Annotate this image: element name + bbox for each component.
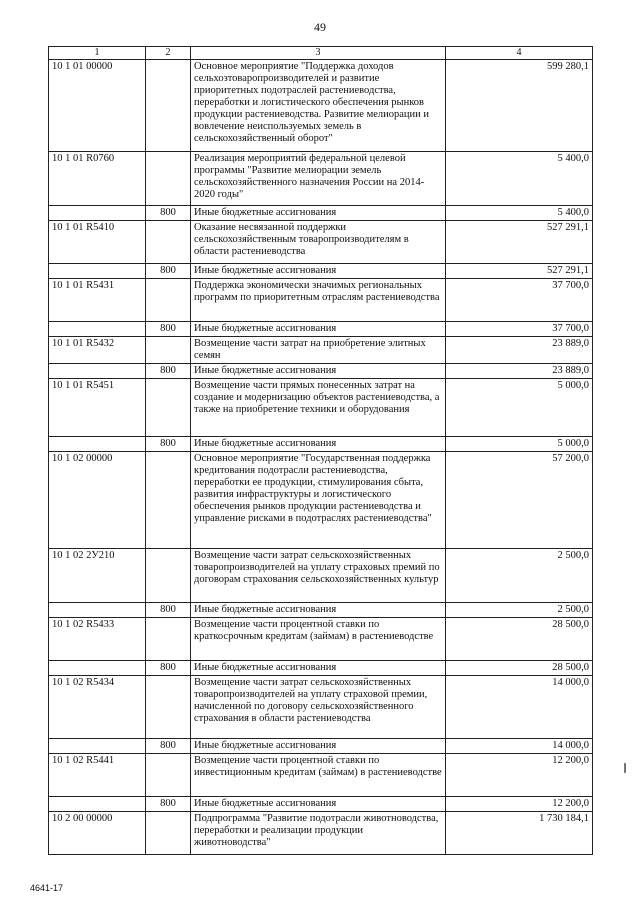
amount-cell: 37 700,0 (446, 322, 593, 337)
code-cell (49, 437, 146, 452)
code-cell (49, 797, 146, 812)
name-cell: Иные бюджетные ассигнования (191, 661, 446, 676)
allocation-row (49, 603, 593, 618)
amount-cell: 28 500,0 (446, 661, 593, 676)
name-cell: Возмещение части процентной ставки по инвестиционным кредитам (займам) в растениеводстве (191, 754, 446, 797)
name-cell: Иные бюджетные ассигнования (191, 364, 446, 379)
name-cell: Иные бюджетные ассигнования (191, 206, 446, 221)
name-cell: Возмещение части процентной ставки по краткосрочным кредитам (займам) в растениеводстве (191, 618, 446, 661)
name-cell: Возмещение части затрат на приобретение элитных семян (191, 337, 446, 364)
name-cell: Возмещение части затрат сельскохозяйственных товаропроизводителей на уплату страховых премий по договорам страхования сельскохозяйственных культур (191, 549, 446, 603)
code-cell: 10 1 01 00000 (49, 60, 146, 152)
code-cell (49, 603, 146, 618)
program-row (49, 549, 593, 603)
type-cell (146, 618, 191, 661)
code-cell (49, 661, 146, 676)
amount-cell: 23 889,0 (446, 337, 593, 364)
type-cell: 800 (146, 797, 191, 812)
name-cell: Возмещение части прямых понесенных затрат на создание и модернизацию объектов растениеводства, а также на приобретение техники и оборудования (191, 379, 446, 437)
code-cell (49, 739, 146, 754)
type-cell (146, 549, 191, 603)
program-row (49, 337, 593, 364)
code-cell: 10 2 00 00000 (49, 812, 146, 855)
program-row (49, 754, 593, 797)
allocation-row (49, 437, 593, 452)
header-col-2: 2 (146, 47, 191, 60)
code-cell: 10 1 01 R0760 (49, 152, 146, 206)
code-cell (49, 264, 146, 279)
type-cell: 800 (146, 364, 191, 379)
code-cell (49, 322, 146, 337)
amount-cell: 14 000,0 (446, 676, 593, 739)
code-cell: 10 1 02 2У210 (49, 549, 146, 603)
type-cell (146, 60, 191, 152)
amount-cell: 28 500,0 (446, 618, 593, 661)
amount-cell: 527 291,1 (446, 221, 593, 264)
code-cell: 10 1 02 00000 (49, 452, 146, 549)
name-cell: Иные бюджетные ассигнования (191, 322, 446, 337)
allocation-row (49, 661, 593, 676)
type-cell: 800 (146, 437, 191, 452)
name-cell: Возмещение части затрат сельскохозяйственных товаропроизводителей на уплату страховой премии, начисленной по договору сельскохозяйственного страхования в области растениеводства (191, 676, 446, 739)
code-cell: 10 1 02 R5434 (49, 676, 146, 739)
allocation-row (49, 206, 593, 221)
type-cell (146, 754, 191, 797)
amount-cell: 1 730 184,1 (446, 812, 593, 855)
name-cell: Иные бюджетные ассигнования (191, 603, 446, 618)
header-col-4: 4 (446, 47, 593, 60)
amount-cell: 37 700,0 (446, 279, 593, 322)
amount-cell: 23 889,0 (446, 364, 593, 379)
type-cell (146, 812, 191, 855)
type-cell: 800 (146, 322, 191, 337)
amount-cell: 5 400,0 (446, 206, 593, 221)
amount-cell: 2 500,0 (446, 603, 593, 618)
program-row (49, 379, 593, 437)
amount-cell: 5 000,0 (446, 379, 593, 437)
code-cell: 10 1 01 R5410 (49, 221, 146, 264)
type-cell: 800 (146, 603, 191, 618)
program-row (49, 152, 593, 206)
type-cell (146, 221, 191, 264)
name-cell: Иные бюджетные ассигнования (191, 739, 446, 754)
name-cell: Основное мероприятие "Государственная поддержка кредитования подотрасли растениеводства, переработки ее продукции, стимулирования сбыта, развития инфраструктуры и логистического обеспечения рынков продукции растениеводства и управление рисками в подотраслях растениеводства" (191, 452, 446, 549)
code-cell: 10 1 01 R5432 (49, 337, 146, 364)
name-cell: Иные бюджетные ассигнования (191, 797, 446, 812)
type-cell: 800 (146, 264, 191, 279)
type-cell: 800 (146, 739, 191, 754)
name-cell: Подпрограмма "Развитие подотрасли животноводства, переработки и реализации продукции животноводства" (191, 812, 446, 855)
name-cell: Реализация мероприятий федеральной целевой программы "Развитие мелиорации земель сельскохозяйственного назначения России на 2014-2020 годы" (191, 152, 446, 206)
allocation-row (49, 264, 593, 279)
code-cell (49, 206, 146, 221)
name-cell: Иные бюджетные ассигнования (191, 437, 446, 452)
name-cell: Основное мероприятие "Поддержка доходов сельхозтоваропроизводителей и развитие приоритетных подотраслей растениеводства, переработки и логистического обеспечения рынков продукции растениеводства. Развитие мелиорации и вовлечение неиспользуемых земель в сельскохозяйственный оборот" (191, 60, 446, 152)
type-cell (146, 279, 191, 322)
budget-table (48, 46, 593, 855)
amount-cell: 5 400,0 (446, 152, 593, 206)
program-row (49, 812, 593, 855)
amount-cell: 5 000,0 (446, 437, 593, 452)
type-cell: 800 (146, 661, 191, 676)
program-row (49, 279, 593, 322)
allocation-row (49, 322, 593, 337)
program-row (49, 452, 593, 549)
header-col-1: 1 (49, 47, 146, 60)
type-cell (146, 152, 191, 206)
type-cell (146, 452, 191, 549)
allocation-row (49, 797, 593, 812)
code-cell (49, 364, 146, 379)
type-cell (146, 379, 191, 437)
header-row (49, 47, 593, 60)
amount-cell: 2 500,0 (446, 549, 593, 603)
amount-cell: 12 200,0 (446, 754, 593, 797)
name-cell: Поддержка экономически значимых региональных программ по приоритетным отраслям растениеводства (191, 279, 446, 322)
allocation-row (49, 739, 593, 754)
type-cell: 800 (146, 206, 191, 221)
amount-cell: 527 291,1 (446, 264, 593, 279)
type-cell (146, 337, 191, 364)
program-row (49, 221, 593, 264)
amount-cell: 14 000,0 (446, 739, 593, 754)
name-cell: Оказание несвязанной поддержки сельскохозяйственным товаропроизводителям в области растениеводства (191, 221, 446, 264)
code-cell: 10 1 02 R5433 (49, 618, 146, 661)
amount-cell: 599 280,1 (446, 60, 593, 152)
amount-cell: 57 200,0 (446, 452, 593, 549)
code-cell: 10 1 01 R5451 (49, 379, 146, 437)
page-number: 49 (314, 20, 326, 34)
program-row (49, 676, 593, 739)
amount-cell: 12 200,0 (446, 797, 593, 812)
header-col-3: 3 (191, 47, 446, 60)
allocation-row (49, 364, 593, 379)
program-row (49, 618, 593, 661)
footer-code: 4641-17 (30, 883, 64, 893)
code-cell: 10 1 02 R5441 (49, 754, 146, 797)
type-cell (146, 676, 191, 739)
name-cell: Иные бюджетные ассигнования (191, 264, 446, 279)
code-cell: 10 1 01 R5431 (49, 279, 146, 322)
margin-mark (624, 763, 626, 773)
program-row (49, 60, 593, 152)
